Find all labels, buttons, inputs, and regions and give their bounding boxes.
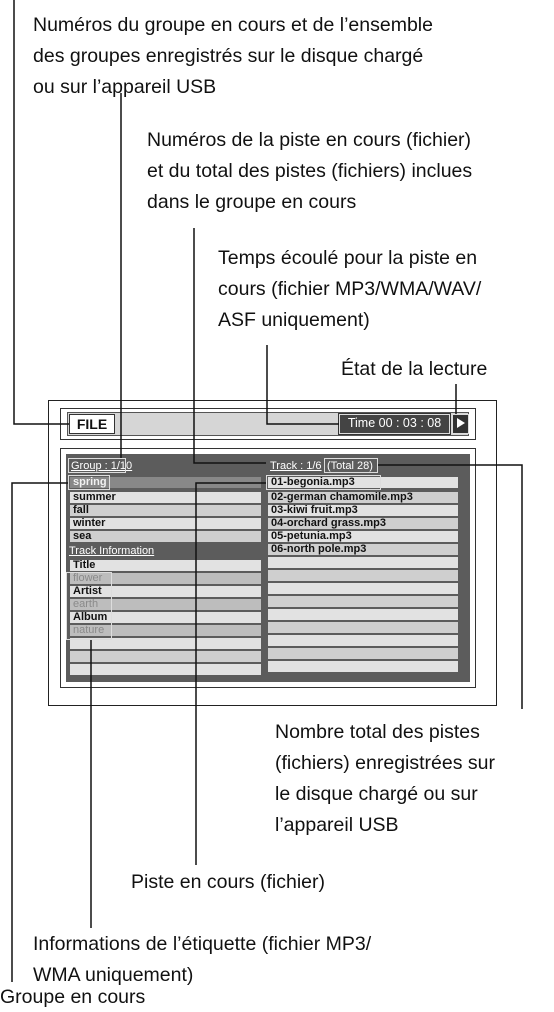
group-row[interactable]: winter [70, 518, 261, 529]
current-group-box [68, 475, 110, 490]
track-header: Track : 1/6 [270, 460, 322, 472]
caption-elapsed-time: Temps écoulé pour la piste en cours (fichier MP3/WMA/WAV/ ASF uniquement) [218, 247, 482, 331]
file-label: FILE [69, 414, 115, 434]
elapsed-time-display: Time 00 : 03 : 08 [339, 414, 450, 434]
caption-group-numbers: Numéros du groupe en cours et de l’ensemble des groupes enregistrés sur le disque chargé ou sur l’appareil USB [33, 14, 433, 98]
caption-tag-info: Informations de l’étiquette (fichier MP3/ WMA uniquement) [33, 933, 372, 986]
group-row[interactable]: sea [70, 531, 261, 542]
track-row-empty [268, 570, 458, 581]
group-row[interactable]: fall [70, 505, 261, 516]
tag-row: Title [70, 560, 261, 571]
track-row-current[interactable]: 01-begonia.mp3 [268, 477, 458, 488]
caption-track-numbers: Numéros de la piste en cours (fichier) et du total des pistes (fichiers) inclues dans le groupe en cours [147, 129, 473, 213]
track-row[interactable]: 06-north pole.mp3 [268, 544, 458, 555]
track-row[interactable]: 04-orchard grass.mp3 [268, 518, 458, 529]
tag-row: flower [70, 573, 261, 584]
tag-info-box [66, 572, 112, 640]
track-info-header: Track Information [66, 546, 263, 557]
track-row-empty [268, 648, 458, 659]
play-icon [452, 414, 469, 434]
caption-current-group: Groupe en cours [0, 986, 146, 1008]
track-row-empty [268, 609, 458, 620]
group-row[interactable]: summer [70, 492, 261, 503]
track-row-empty [268, 557, 458, 568]
current-track-box [266, 475, 381, 490]
track-row-empty [268, 583, 458, 594]
group-header-box [68, 458, 126, 473]
caption-play-state: État de la lecture [341, 358, 488, 380]
tag-row: Album [70, 612, 261, 623]
track-row-empty [268, 596, 458, 607]
track-row-empty [268, 661, 458, 672]
track-row[interactable]: 03-kiwi fruit.mp3 [268, 505, 458, 516]
tag-row-empty [70, 651, 261, 662]
total-header: (Total 28) [327, 460, 373, 472]
track-row-empty [268, 622, 458, 633]
tag-row: Artist [70, 586, 261, 597]
caption-current-track: Piste en cours (fichier) [131, 871, 325, 893]
caption-total-tracks: Nombre total des pistes (fichiers) enregistrées sur le disque chargé ou sur l’appareil USB [275, 721, 495, 836]
group-row-current[interactable]: spring [70, 477, 261, 488]
tag-row: nature [70, 625, 261, 636]
group-header: Group : 1/10 [71, 460, 133, 472]
tag-row-empty [70, 664, 261, 675]
track-row[interactable]: 05-petunia.mp3 [268, 531, 458, 542]
total-header-box [324, 458, 378, 473]
tag-row: earth [70, 599, 261, 610]
track-row-empty [268, 635, 458, 646]
track-row[interactable]: 02-german chamomile.mp3 [268, 492, 458, 503]
